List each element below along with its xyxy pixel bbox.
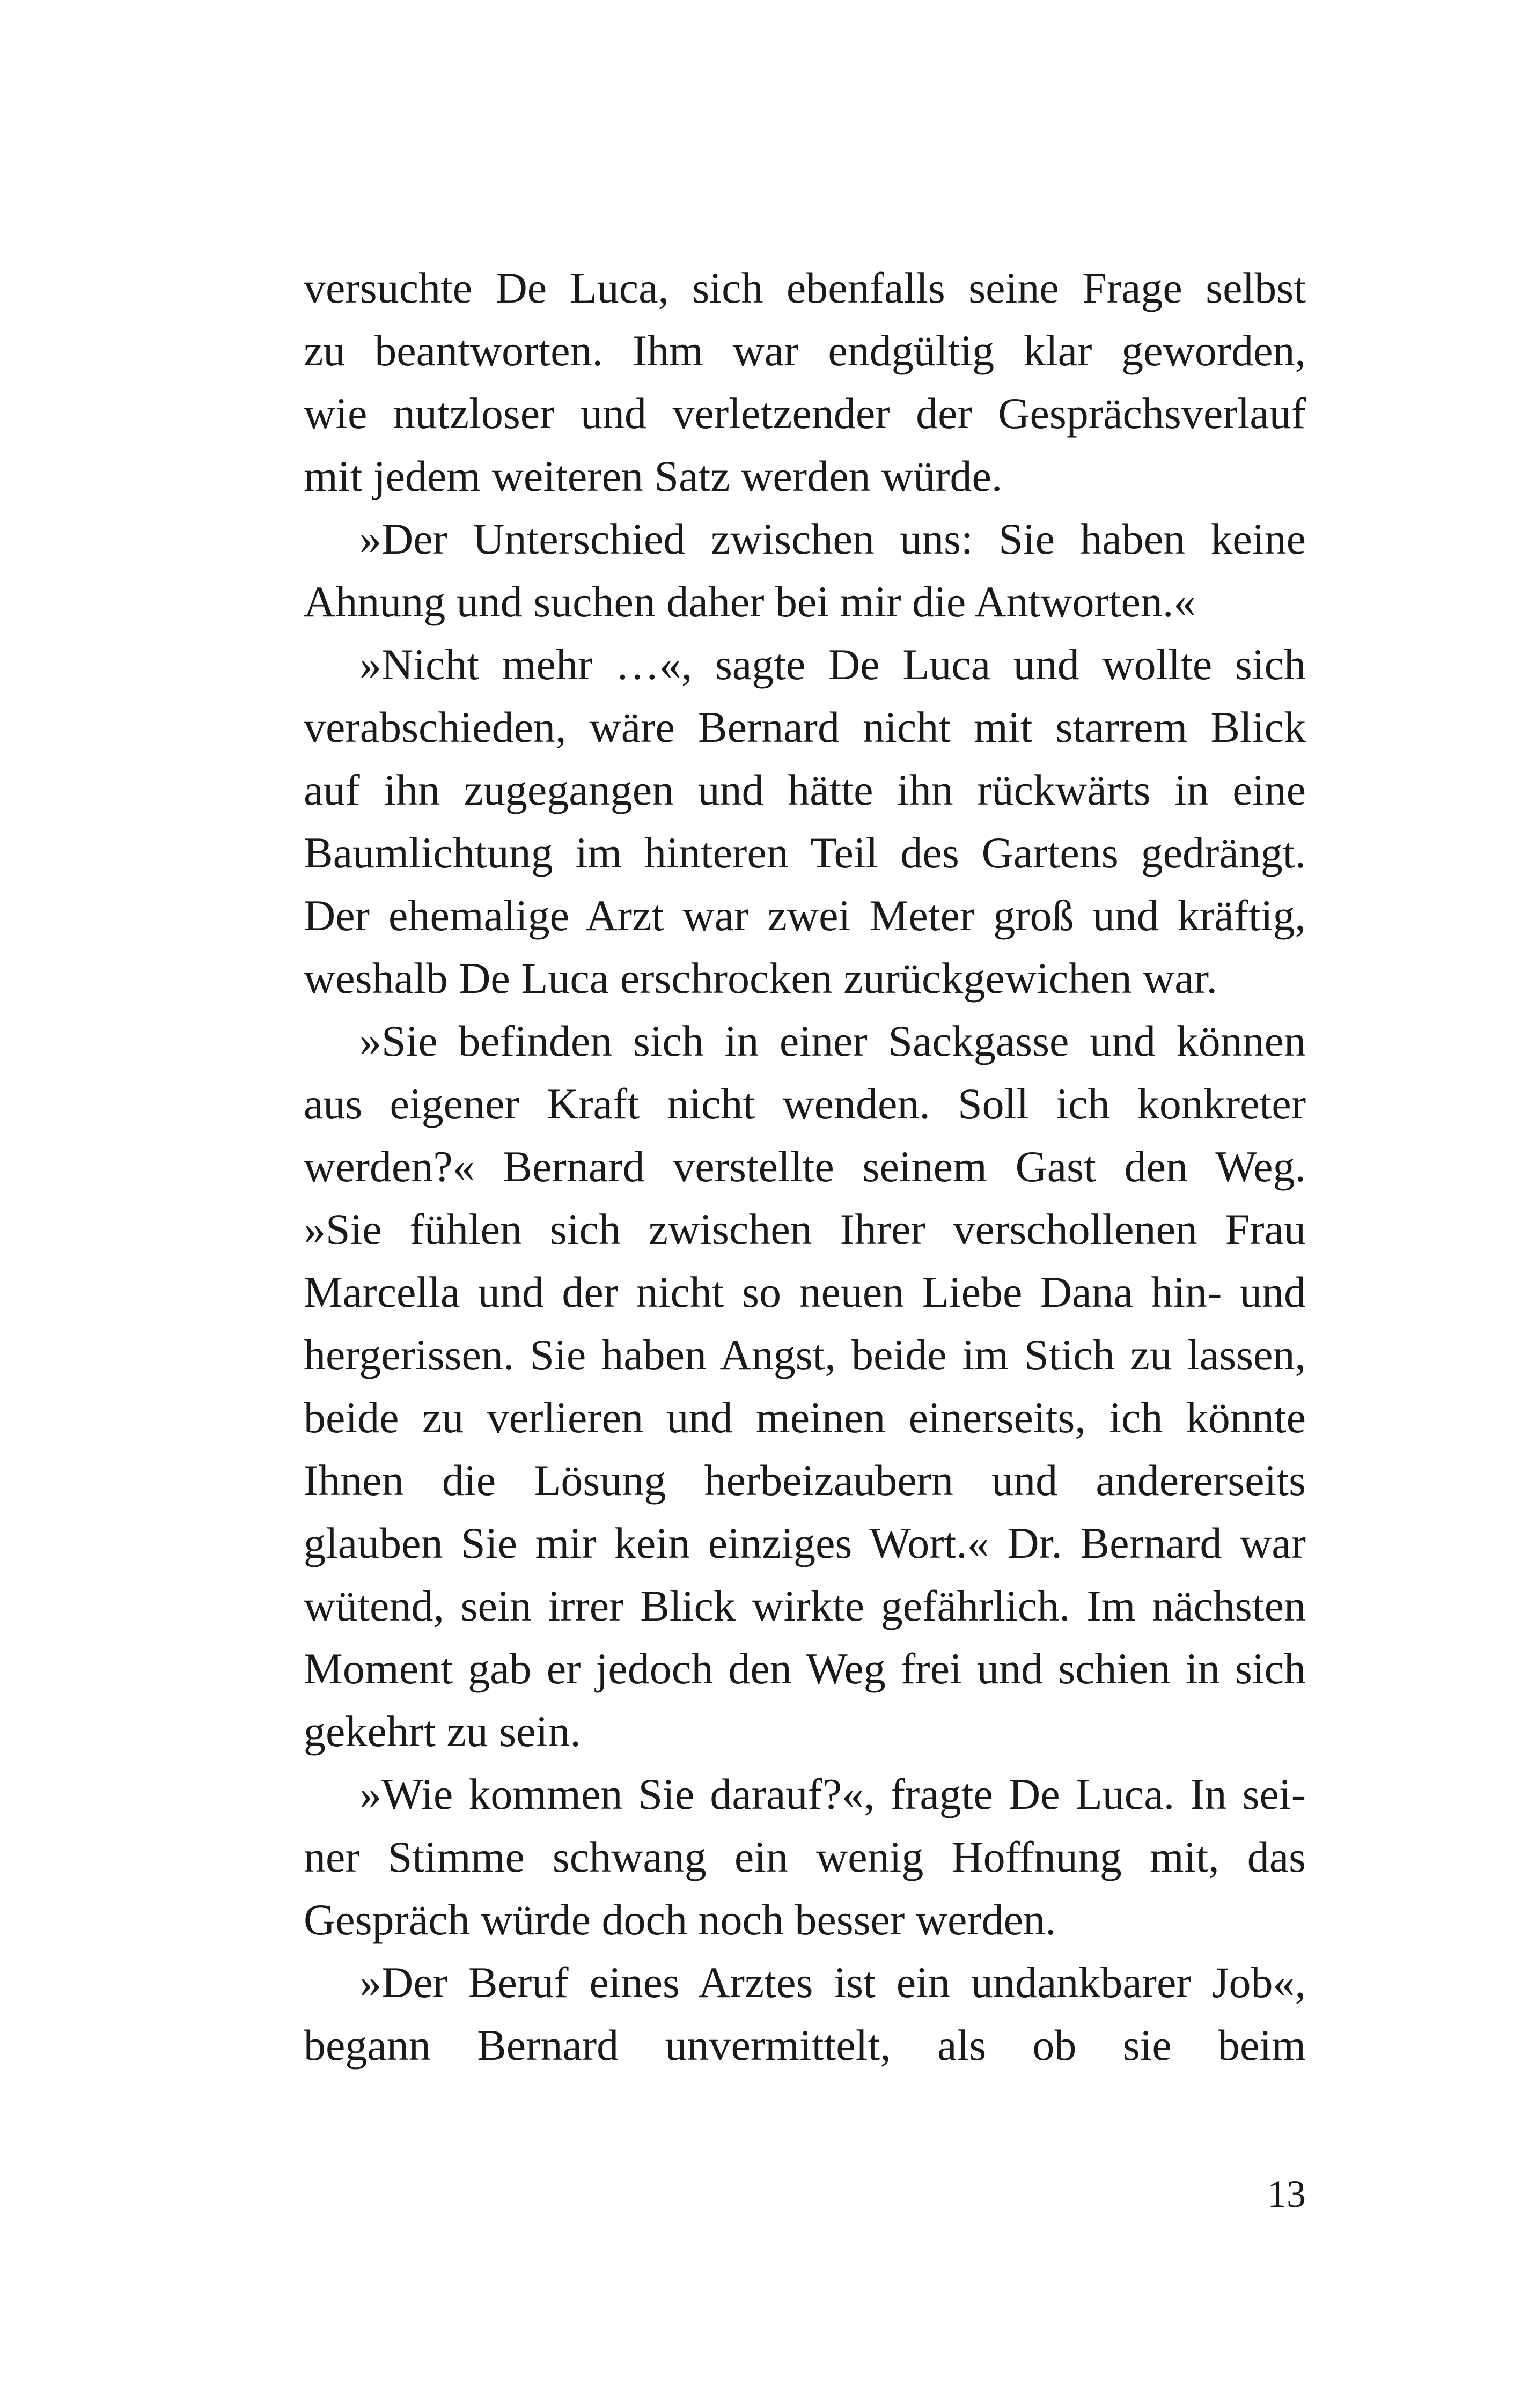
text-line: »Nicht mehr …«, sagte De Luca und wollte sich — [359, 640, 1306, 689]
text-line: glauben Sie mir kein einziges Wort.« Dr. Bernard war — [304, 1519, 1306, 1567]
text-line: werden?« Bernard verstellte seinem Gast den Weg. — [304, 1142, 1306, 1191]
text-line: Baumlichtung im hinteren Teil des Gartens gedrängt. — [304, 828, 1306, 877]
text-line: Marcella und der nicht so neuen Liebe Dana hin- und — [304, 1268, 1306, 1316]
text-line: gekehrt zu sein. — [304, 1707, 581, 1756]
text-line: »Der Unterschied zwischen uns: Sie haben keine — [359, 514, 1306, 563]
text-line: beide zu verlieren und meinen einerseits, ich könnte — [304, 1393, 1306, 1442]
text-line: auf ihn zugegangen und hätte ihn rückwärts in eine — [304, 765, 1306, 814]
text-line: weshalb De Luca erschrocken zurückgewichen war. — [304, 954, 1217, 1003]
text-line: aus eigener Kraft nicht wenden. Soll ich konkreter — [304, 1079, 1306, 1128]
text-line: Ihnen die Lösung herbeizaubern und andererseits — [304, 1456, 1306, 1505]
body-text — [304, 256, 1306, 2076]
text-line: mit jedem weiteren Satz werden würde. — [304, 452, 1003, 500]
text-line: versuchte De Luca, sich ebenfalls seine Frage selbst — [304, 263, 1306, 312]
text-line: ner Stimme schwang ein wenig Hoffnung mit, das — [304, 1832, 1306, 1881]
text-line: hergerissen. Sie haben Angst, beide im Stich zu lassen, — [304, 1330, 1306, 1379]
text-line: verabschieden, wäre Bernard nicht mit starrem Blick — [304, 703, 1306, 752]
page-number: 13 — [1267, 2173, 1306, 2215]
text-line: begann Bernard unvermittelt, als ob sie beim — [304, 2021, 1306, 2070]
text-line: Moment gab er jedoch den Weg frei und schien in sich — [304, 1644, 1306, 1693]
text-line: wie nutzloser und verletzender der Gesprächsverlauf — [304, 389, 1306, 438]
text-line: »Der Beruf eines Arztes ist ein undankbarer Job«, — [359, 1958, 1306, 2007]
text-line: zu beantworten. Ihm war endgültig klar geworden, — [304, 326, 1306, 375]
text-line: »Sie fühlen sich zwischen Ihrer verschollenen Frau — [304, 1205, 1306, 1254]
text-line: Der ehemalige Arzt war zwei Meter groß und kräftig, — [304, 891, 1306, 940]
text-line: Ahnung und suchen daher bei mir die Antworten.« — [304, 577, 1196, 626]
text-line: »Sie befinden sich in einer Sackgasse und können — [359, 1017, 1306, 1065]
text-line: »Wie kommen Sie darauf?«, fragte De Luca. In sei- — [359, 1770, 1306, 1818]
text-line: wütend, sein irrer Blick wirkte gefährlich. Im nächsten — [304, 1581, 1306, 1630]
text-line: Gespräch würde doch noch besser werden. — [304, 1895, 1056, 1944]
